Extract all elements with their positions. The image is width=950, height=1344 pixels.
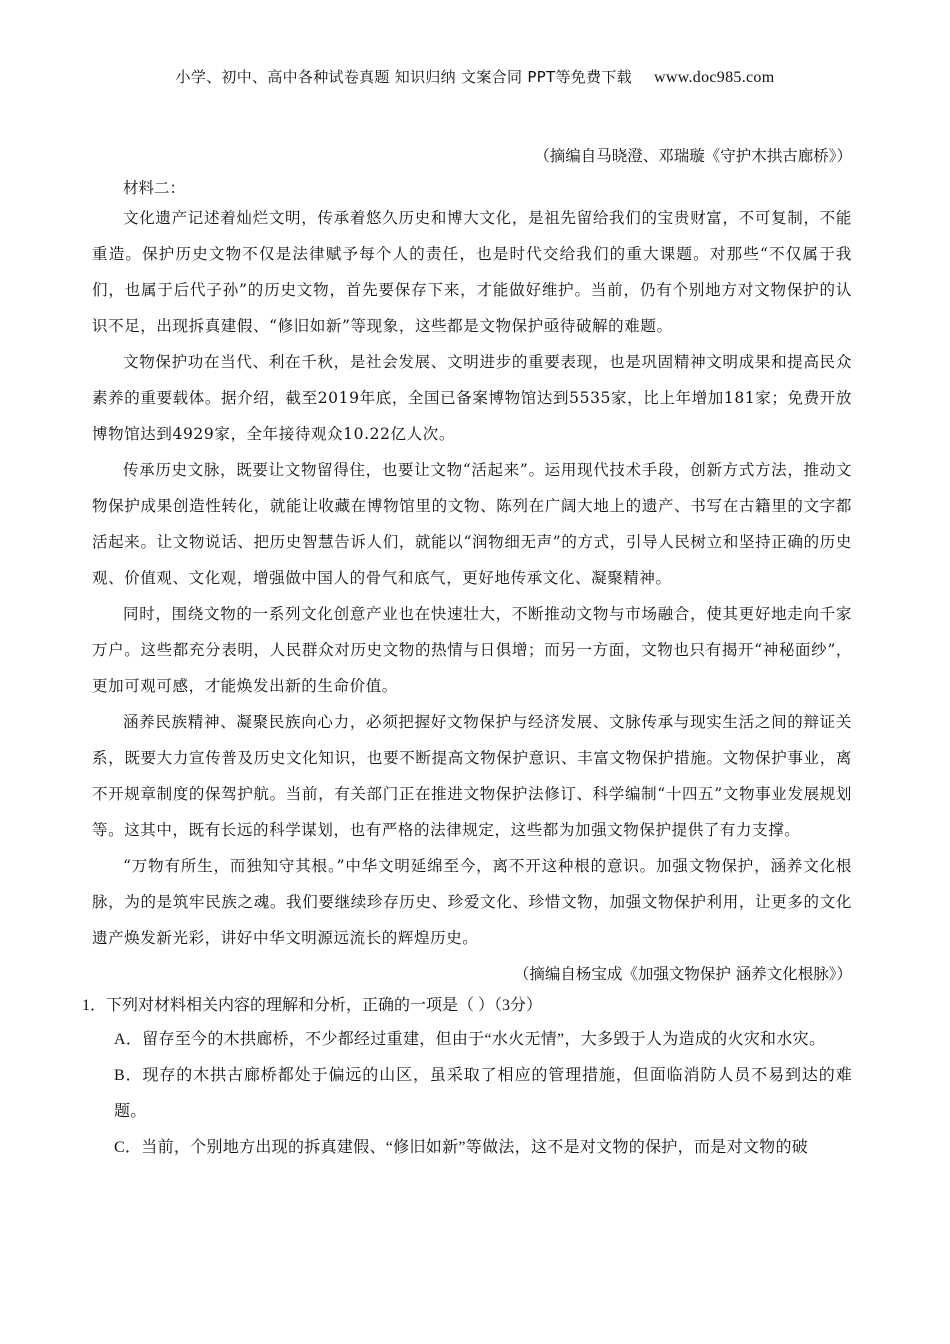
source-citation-2: （摘编自杨宝成《加强文物保护 涵养文化根脉》） bbox=[513, 965, 852, 983]
header-text: 小学、初中、高中各种试卷真题 知识归纳 文案合同 PPT等免费下载 bbox=[175, 68, 632, 86]
paragraph: 文化遗产记述着灿烂文明，传承着悠久历史和博大文化，是祖先留给我们的宝贵财富，不可复制，不能重造。保护历史文物不仅是法律赋予每个人的责任，也是时代交给我们的重大课题。对那些“不仅属于我们，也属于后代子孙”的历史文物，首先要保存下来，才能做好维护。当前，仍有个别地方对文物保护的认识不足，出现拆真建假、“修旧如新”等现象，这些都是文物保护亟待破解的难题。 bbox=[92, 209, 852, 335]
option-a: A．留存至今的木拱廊桥，不少都经过重建，但由于“水火无情”，大多毁于人为造成的火灾和水灾。 bbox=[114, 1031, 826, 1048]
question-stem: 1．下列对材料相关内容的理解和分析，正确的一项是（ ）（3分） bbox=[82, 997, 543, 1014]
paragraph: 涵养民族精神、凝聚民族向心力，必须把握好文物保护与经济发展、文脉传承与现实生活之间的辩证关系，既要大力宣传普及历史文化知识，也要不断提高文物保护意识、丰富文物保护措施。文物保护事业，离不开规章制度的保驾护航。当前，有关部门正在推进文物保护法修订、科学编制“十四五”文物事业发展规划等。这其中，既有长远的科学谋划，也有严格的法律规定，这些都为加强文物保护提供了有力支撑。 bbox=[92, 713, 852, 839]
paragraph: “万物有所生，而独知守其根。”中华文明延绵至今，离不开这种根的意识。加强文物保护，涵养文化根脉，为的是筑牢民族之魂。我们要继续珍存历史、珍爱文化、珍惜文物，加强文物保护利用，让更多的文化遗产焕发新光彩，讲好中华文明源远流长的辉煌历史。 bbox=[92, 857, 852, 947]
option-b: B．现存的木拱古廊桥都处于偏远的山区，虽采取了相应的管理措施，但面临消防人员不易到达的难题。 bbox=[114, 1067, 852, 1120]
source-citation-1: （摘编自马晓澄、邓瑞璇《守护木拱古廊桥》） bbox=[534, 147, 852, 165]
option-c: C．当前，个别地方出现的拆真建假、“修旧如新”等做法，这不是对文物的保护，而是对文物的破 bbox=[114, 1139, 809, 1156]
material-label: 材料二： bbox=[123, 179, 186, 197]
page-header bbox=[0, 66, 950, 87]
paragraph: 文物保护功在当代、利在千秋，是社会发展、文明进步的重要表现，也是巩固精神文明成果和提高民众素养的重要载体。据介绍，截至2019年底，全国已备案博物馆达到5535家，比上年增加181家；免费开放博物馆达到4929家，全年接待观众10.22亿人次。 bbox=[92, 353, 852, 443]
header-site-link[interactable]: www.doc985.com bbox=[653, 69, 775, 86]
document-body bbox=[82, 144, 852, 1166]
paragraph: 传承历史文脉，既要让文物留得住，也要让文物“活起来”。运用现代技术手段，创新方式方法，推动文物保护成果创造性转化，就能让收藏在博物馆里的文物、陈列在广阔大地上的遗产、书写在古籍里的文字都活起来。让文物说话、把历史智慧告诉人们，就能以“润物细无声”的方式，引导人民树立和坚持正确的历史观、价值观、文化观，增强做中国人的骨气和底气，更好地传承文化、凝聚精神。 bbox=[92, 461, 852, 587]
paragraph: 同时，围绕文物的一系列文化创意产业也在快速壮大，不断推动文物与市场融合，使其更好地走向千家万户。这些都充分表明，人民群众对历史文物的热情与日俱增；而另一方面，文物也只有揭开“神秘面纱”，更加可观可感，才能焕发出新的生命价值。 bbox=[92, 605, 852, 695]
